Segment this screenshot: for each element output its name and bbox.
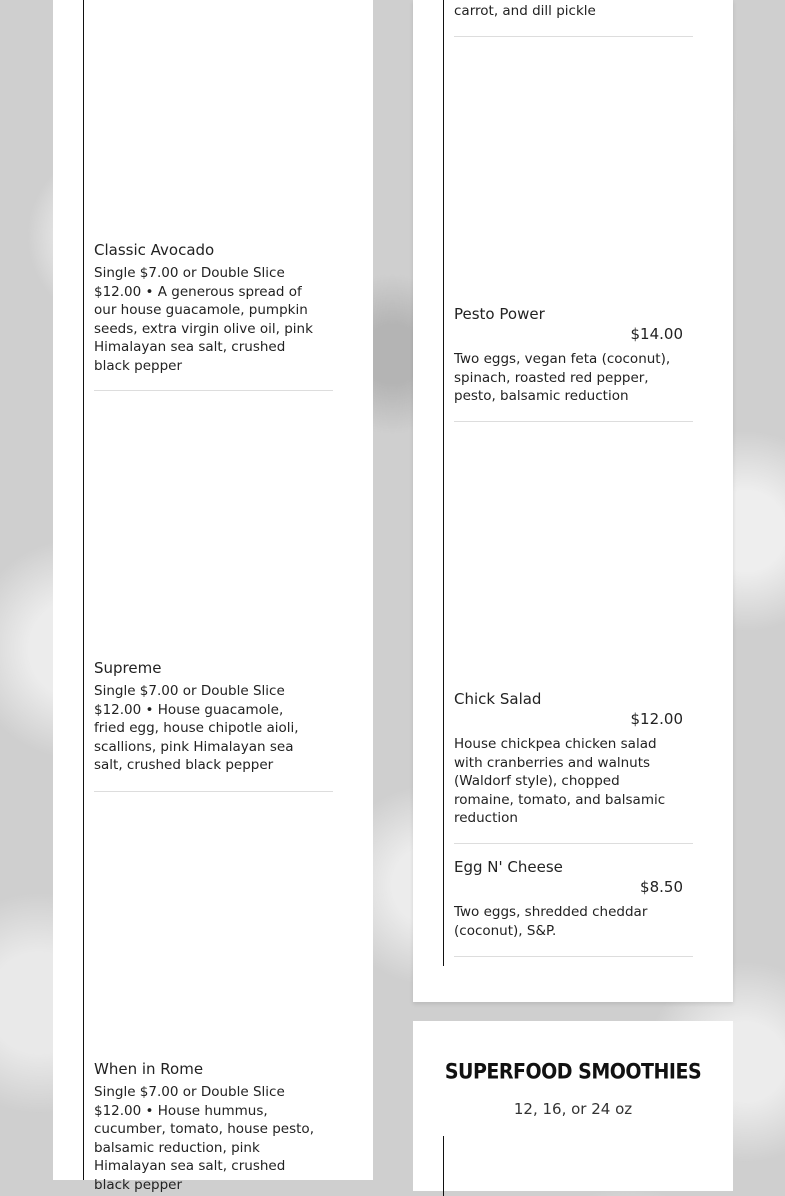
menu-column-rule (443, 0, 444, 966)
menu-item-egg-n-cheese (454, 858, 683, 940)
item-divider (94, 791, 333, 792)
menu-item-description: Single $7.00 or Double Slice $12.00 • House guacamole, fried egg, house chipotle aioli, scallions, pink Himalayan sea salt, crushed black pepper (94, 683, 299, 773)
smoothies-card (413, 1021, 733, 1191)
menu-item-name: Egg N' Cheese (454, 858, 563, 876)
section-title: SUPERFOOD SMOOTHIES (444, 1059, 702, 1085)
item-divider (94, 390, 333, 391)
item-divider (454, 36, 693, 37)
item-divider (454, 421, 693, 422)
menu-item-description: Two eggs, shredded cheddar (coconut), S&P. (454, 904, 648, 939)
menu-item-description: House chickpea chicken salad with cranberries and walnuts (Waldorf style), chopped romaine, tomato, and balsamic reduction (454, 736, 666, 826)
menu-item-pesto-power (454, 305, 683, 406)
menu-item-description: Single $7.00 or Double Slice $12.00 • House hummus, cucumber, tomato, house pesto, balsamic reduction, pink Himalayan sea salt, crushed black pepper (94, 1084, 314, 1193)
menu-item-supreme (94, 659, 314, 775)
menu-item-description: Two eggs, vegan feta (coconut), spinach, roasted red pepper, pesto, balsamic reduction (454, 351, 671, 404)
section-subtitle: 12, 16, or 24 oz (513, 1100, 633, 1118)
menu-item-price: $14.00 (630, 325, 683, 343)
item-divider (454, 843, 693, 844)
item-divider (454, 956, 693, 957)
menu-item-name: Chick Salad (454, 690, 542, 708)
menu-column-rule (443, 1136, 444, 1196)
menu-item-description: Single $7.00 or Double Slice $12.00 • A generous spread of our house guacamole, pumpkin seeds, extra virgin olive oil, pink Himalayan sea salt, crushed black pepper (94, 265, 313, 374)
menu-item-chick-salad (454, 690, 683, 828)
menu-item-description: carrot, and dill pickle (454, 3, 596, 19)
menu-item-price: $8.50 (640, 878, 683, 896)
menu-item-name: When in Rome (94, 1060, 204, 1078)
menu-item-classic-avocado (94, 241, 314, 375)
menu-item-name: Classic Avocado (94, 241, 215, 259)
menu-column-rule (83, 0, 84, 1180)
menu-item-price: $12.00 (630, 710, 683, 728)
menu-item-partial (454, 2, 684, 21)
menu-item-name: Pesto Power (454, 305, 545, 323)
menu-item-name: Supreme (94, 659, 162, 677)
menu-card-right (413, 0, 733, 1002)
menu-item-when-in-rome (94, 1060, 314, 1194)
menu-card-left (53, 0, 373, 1193)
